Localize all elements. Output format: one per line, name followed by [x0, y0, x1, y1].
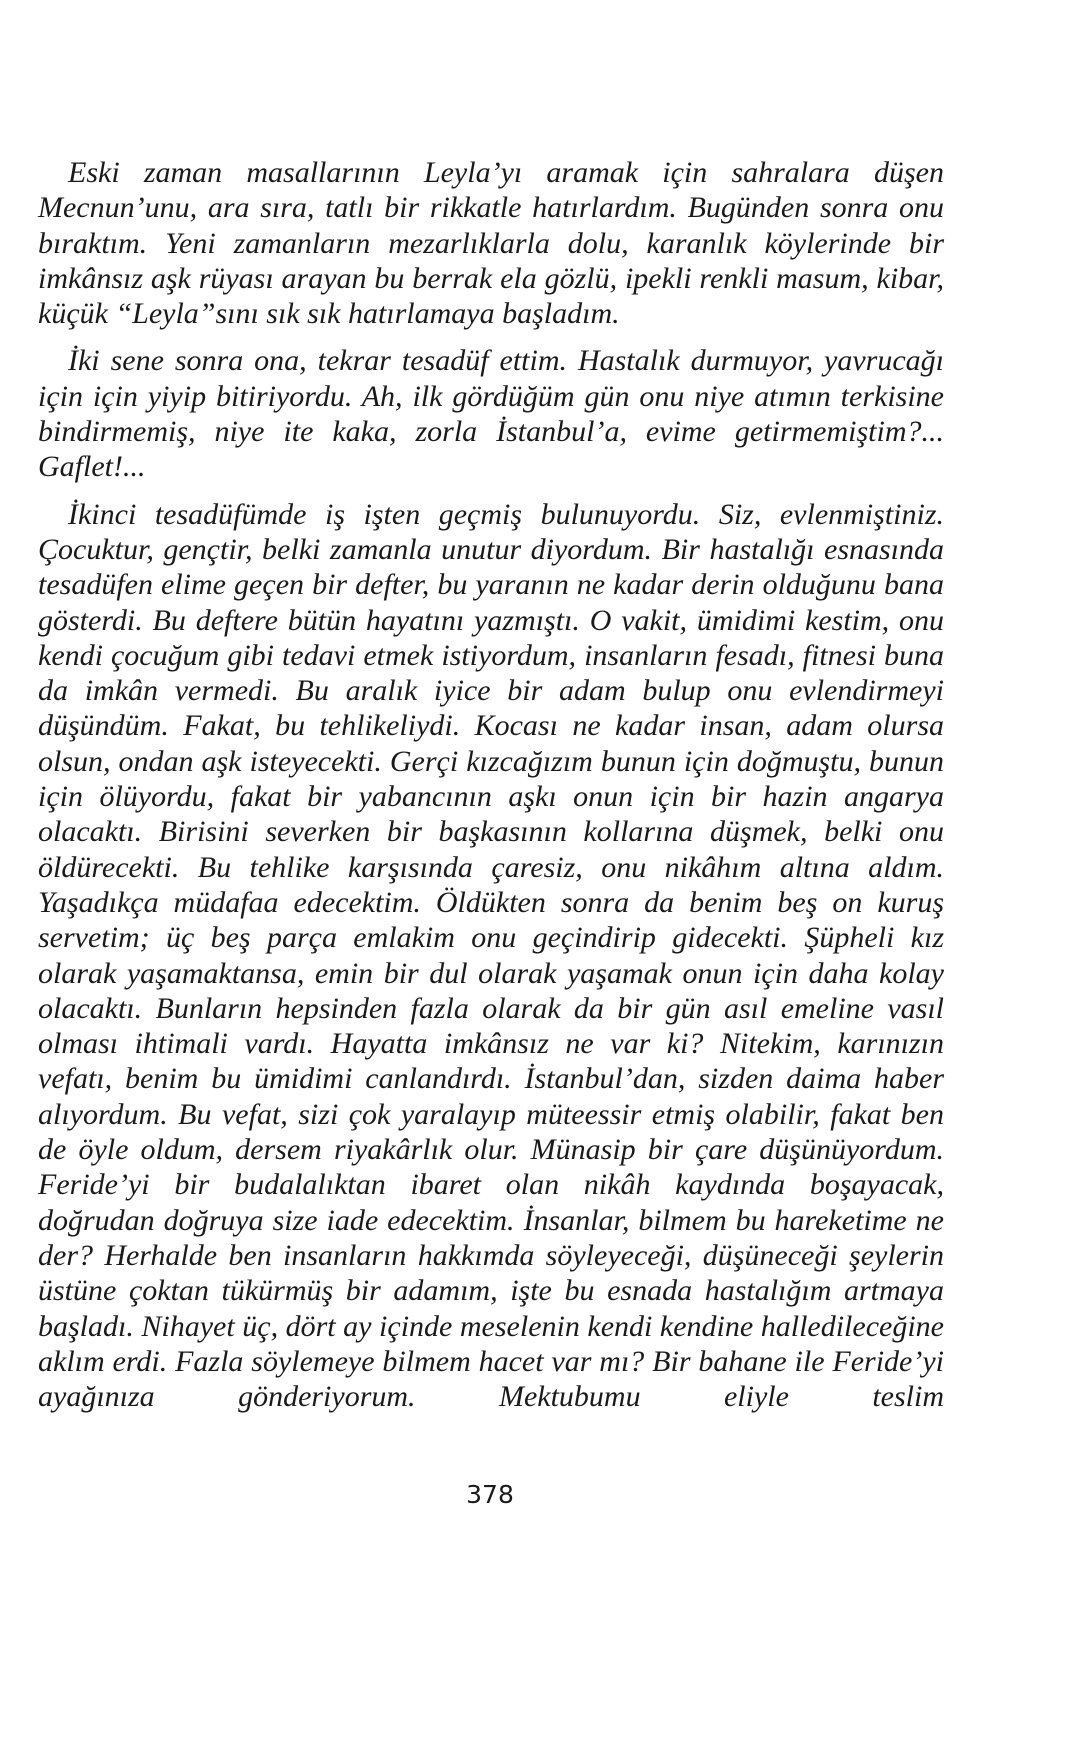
paragraph-3: İkinci tesadüfümde iş işten geçmiş bulunuyordu. Siz, evlenmiştiniz. Çocuktur, gençtir, belki zamanla unutur diyordum. Bir hastalığı esnasında tesadüfen elime geçen bir defter, bu yaranın ne kadar derin olduğunu bana gösterdi. Bu deftere bütün hayatını yazmıştı. O vakit, ümidimi kestim, onu kendi çocuğum gibi tedavi etmek istiyordum, insanların fesadı, fitnesi buna da imkân vermedi. Bu aralık iyice bir adam bulup onu evlendirmeyi düşündüm. Fakat, bu tehlikeliydi. Kocası ne kadar insan, adam olursa olsun, ondan aşk isteyecekti. Gerçi kızcağızım bunun için doğmuştu, bunun için ölüyordu, fakat bir yabancının aşkı onun için bir hazin angarya olacaktı. Birisini severken bir başkasının kollarına düşmek, belki onu öldürecekti. Bu tehlike karşısında çaresiz, onu nikâhım altına aldım. Yaşadıkça müdafaa edecektim. Öldükten sonra da benim beş on kuruş servetim; üç beş parça emlakim onu geçindirip gidecekti. Şüpheli kız olarak yaşamaktansa, emin bir dul olarak yaşamak onun için daha kolay olacaktı. Bunların hepsinden fazla olarak da bir gün asıl emeline vasıl olması ihtimali vardı. Hayatta imkânsız ne var ki? Nitekim, karınızın vefatı, benim bu ümidimi canlandırdı. İstanbul’dan, sizden daima haber alıyordum. Bu vefat, sizi çok yaralayıp müteessir etmiş olabilir, fakat ben de öyle oldum, dersem riyakârlık olur. Münasip bir çare düşünüyordum. Feride’yi bir budalalıktan ibaret olan nikâh kaydında boşayacak, doğrudan doğruya size iade edecektim. İnsanlar, bilmem bu hareketime ne der? Herhalde ben insanların hakkımda söyleyeceği, düşüneceği şeylerin üstüne çoktan tükürmüş bir adamım, işte bu esnada hastalığım artmaya başladı. Nihayet üç, dört ay içinde meselenin kendi kendine halledileceğine aklım erdi. Fazla söylemeye bilmem hacet var mı? Bir bahane ile Feride’yi ayağınıza gönderiyorum. Mektubumu eliyle teslim [38, 497, 944, 1414]
paragraph-2: İki sene sonra ona, tekrar tesadüf ettim. Hastalık durmuyor, yavrucağı için için yiyip bitiriyordu. Ah, ilk gördüğüm gün onu niye atımın terkisine bindirmemiş, niye ite kaka, zorla İstanbul’a, evime getirmemiştim?... Gaflet!... [38, 344, 944, 484]
body-text [38, 155, 944, 1414]
paragraph-1: Eski zaman masallarının Leyla’yı aramak için sahralara düşen Mecnun’unu, ara sıra, tatlı bir rikkatle hatırlardım. Bugünden sonra onu bıraktım. Yeni zamanların mezarlıklarla dolu, karanlık köylerinde bir imkânsız aşk rüyası arayan bu berrak ela gözlü, ipekli renkli masum, kibar, küçük “Leyla”sını sık sık hatırlamaya başladım. [38, 156, 944, 331]
page-number: 378 [466, 1480, 514, 1509]
